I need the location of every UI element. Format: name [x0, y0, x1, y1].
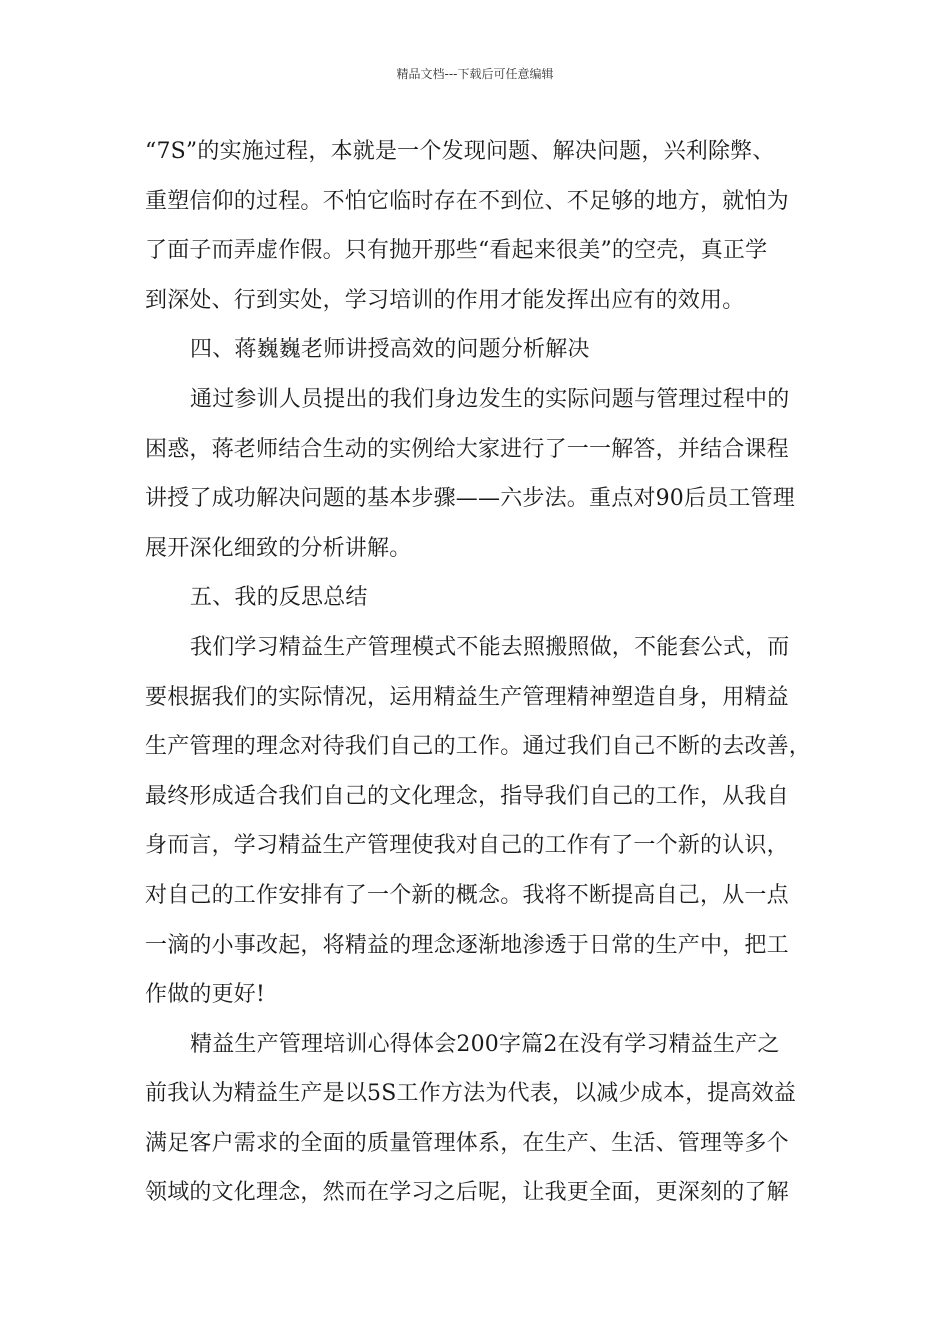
text-line: 要根据我们的实际情况，运用精益生产管理精神塑造自身，用精益 — [145, 684, 789, 710]
text-line: 领域的文化理念，然而在学习之后呢，让我更全面，更深刻的了解 — [145, 1180, 789, 1206]
text-line: 展开深化细致的分析讲解。 — [145, 535, 412, 561]
text-line: 作做的更好! — [145, 982, 266, 1008]
text-line: “7S”的实施过程，本就是一个发现问题、解决问题，兴利除弊、 — [145, 139, 775, 164]
text-line: 到深处、行到实处，学习培训的作用才能发挥出应有的效用。 — [145, 287, 745, 313]
text-line: 满足客户需求的全面的质量管理体系，在生产、生活、管理等多个 — [145, 1130, 789, 1156]
section-heading: 五、我的反思总结 — [190, 585, 368, 611]
text-line: 身而言，学习精益生产管理使我对自己的工作有了一个新的认识， — [145, 833, 789, 859]
text-line: 一滴的小事改起，将精益的理念逐渐地渗透于日常的生产中，把工 — [145, 932, 789, 958]
document-body — [145, 127, 825, 1218]
text-line: 前我认为精益生产是以5S工作方法为代表，以减少成本，提高效益 — [145, 1081, 797, 1107]
section-heading: 四、蒋巍巍老师讲授高效的问题分析解决 — [190, 337, 590, 363]
text-line: 讲授了成功解决问题的基本步骤——六步法。重点对90后员工管理 — [145, 486, 795, 512]
text-line: 精益生产管理培训心得体会200字篇2在没有学习精益生产之 — [190, 1031, 780, 1057]
text-line: 我们学习精益生产管理模式不能去照搬照做，不能套公式，而 — [190, 634, 790, 660]
text-line: 困惑，蒋老师结合生动的实例给大家进行了一一解答，并结合课程 — [145, 436, 789, 462]
text-line: 重塑信仰的过程。不怕它临时存在不到位、不足够的地方，就怕为 — [145, 188, 789, 214]
text-line: 了面子而弄虚作假。只有抛开那些“看起来很美”的空壳，真正学 — [145, 238, 768, 264]
text-line: 生产管理的理念对待我们自己的工作。通过我们自己不断的去改善， — [145, 734, 812, 760]
text-line: 通过参训人员提出的我们身边发生的实际问题与管理过程中的 — [190, 386, 790, 412]
page-header: 精品文档---下载后可任意编辑 — [396, 67, 554, 81]
text-line: 最终形成适合我们自己的文化理念，指导我们自己的工作，从我自 — [145, 783, 789, 809]
text-line: 对自己的工作安排有了一个新的概念。我将不断提高自己，从一点 — [145, 882, 789, 908]
